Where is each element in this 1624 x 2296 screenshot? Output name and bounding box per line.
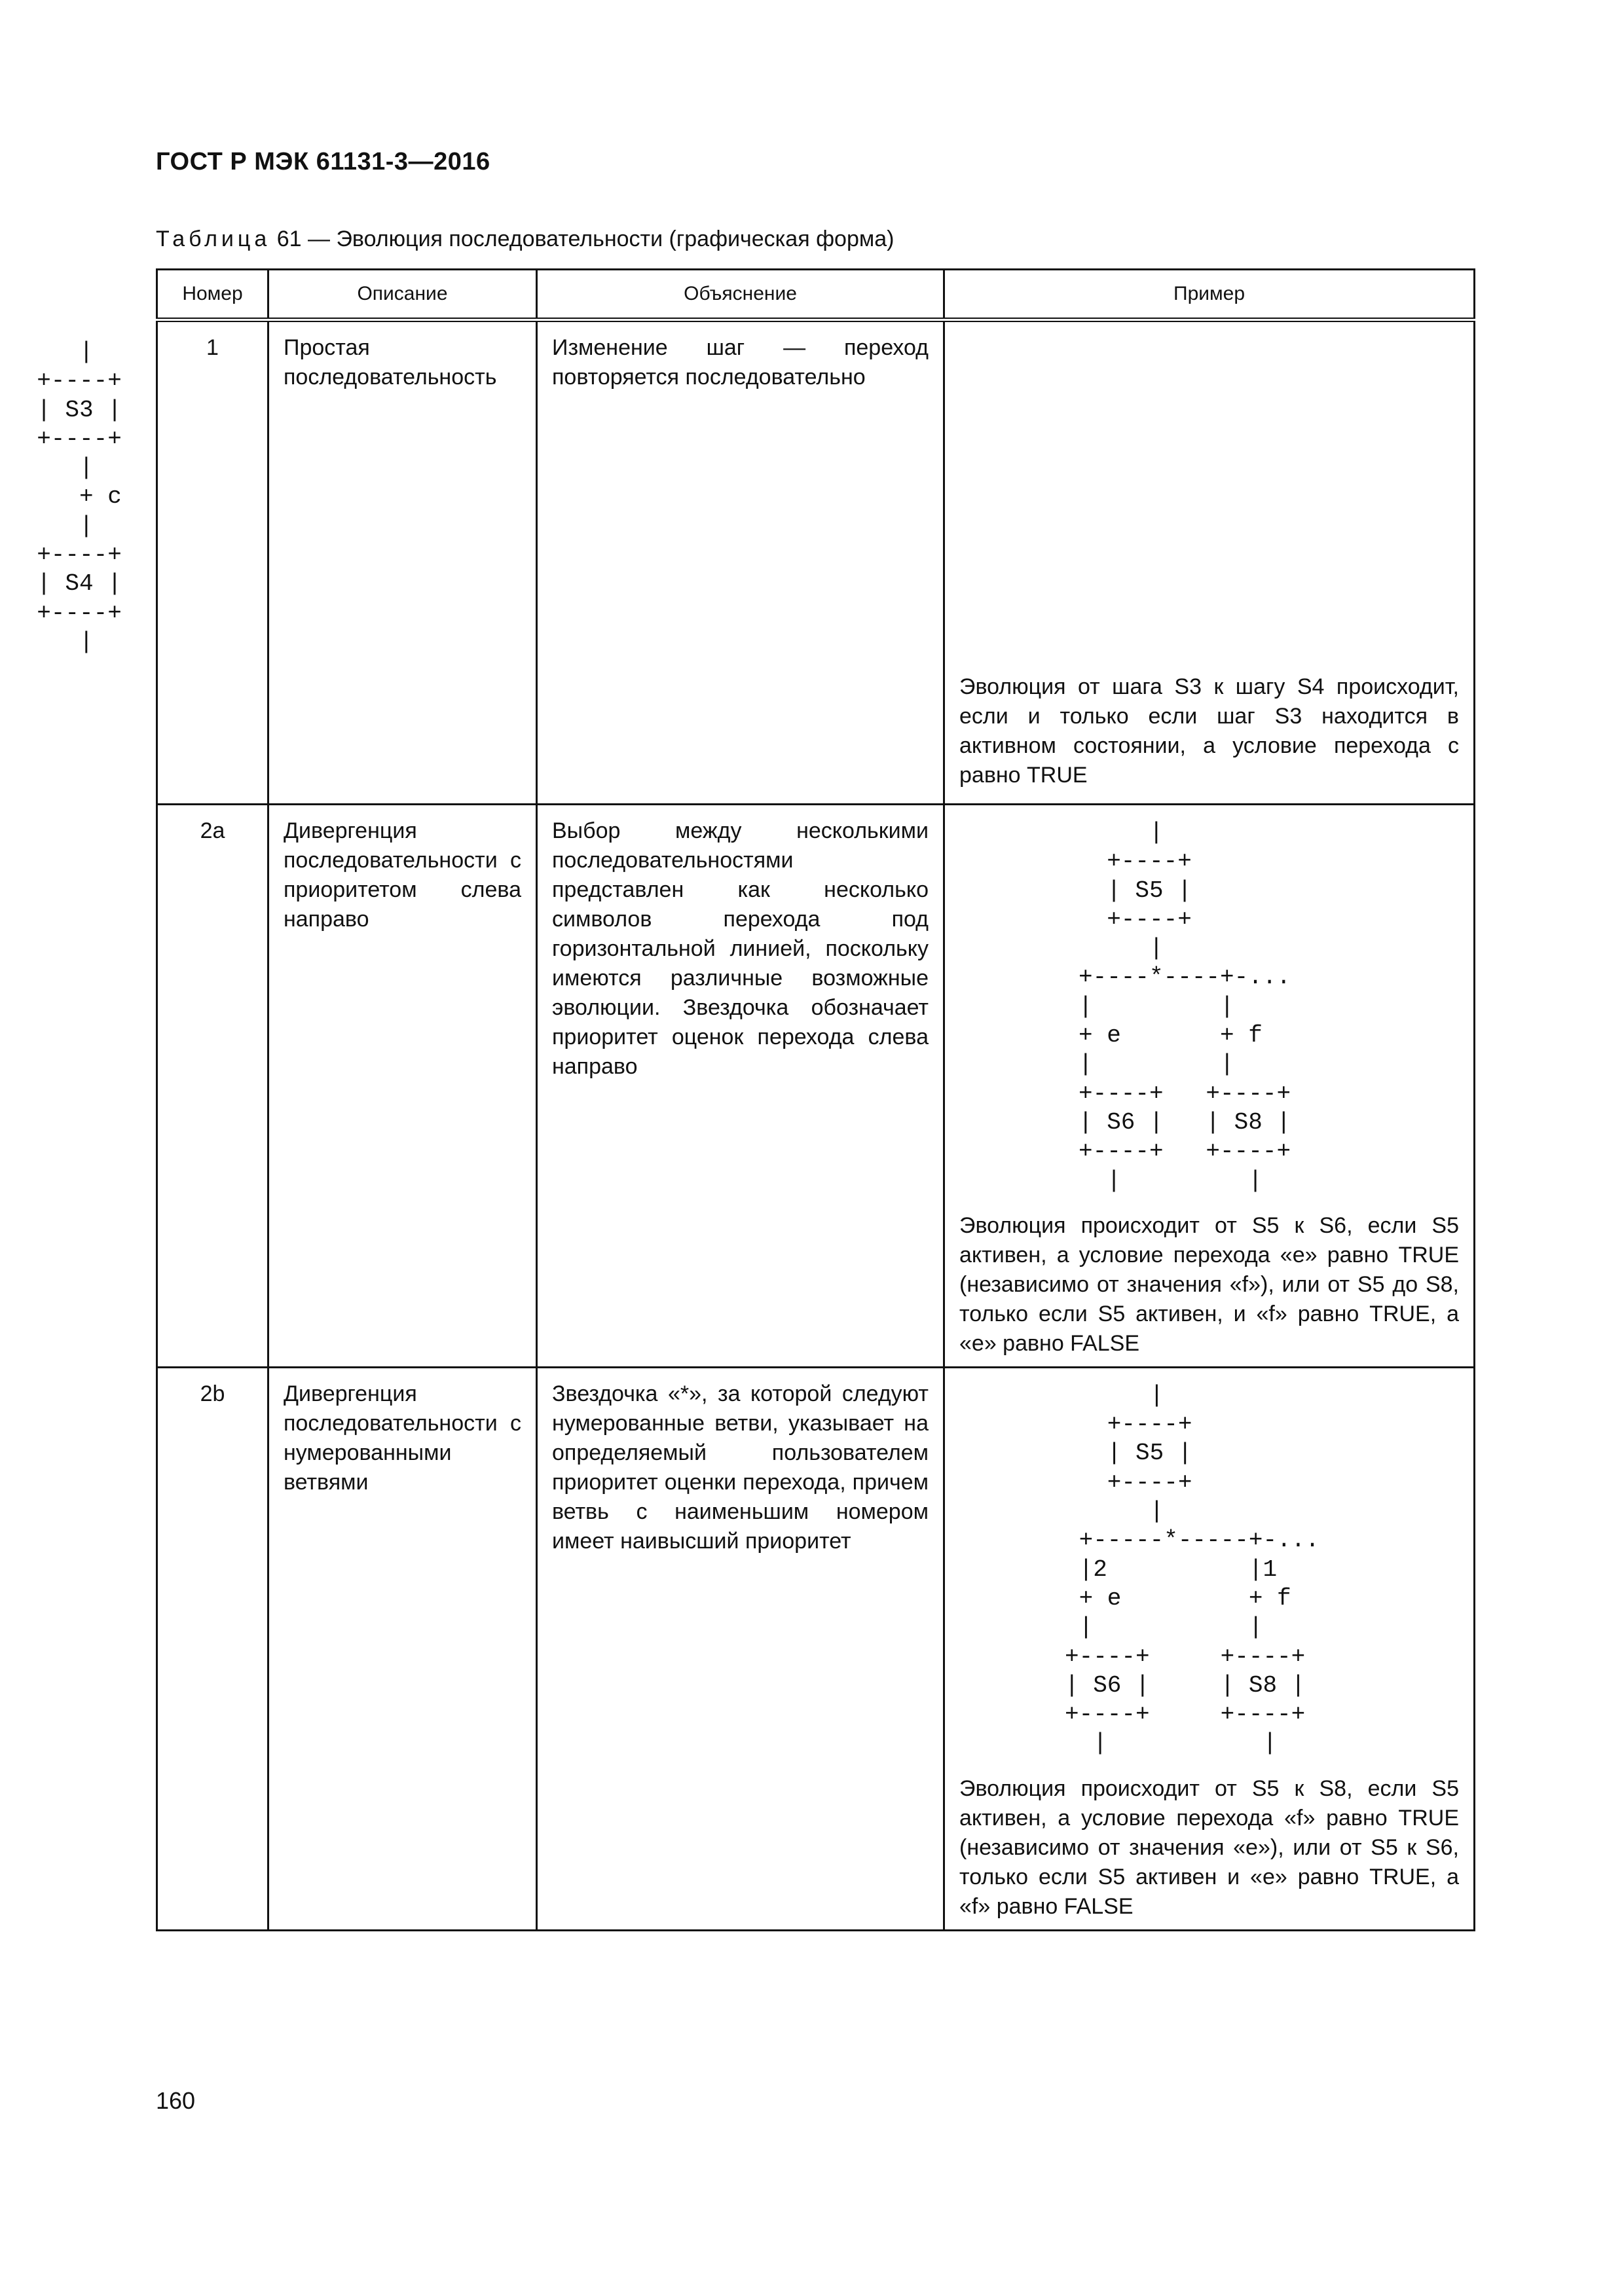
column-header-explanation: Объяснение [537, 270, 944, 320]
row-description: Простая последовательность [268, 320, 537, 805]
row-number: 1 [157, 320, 268, 805]
row-explanation: Звездочка «*», за которой следуют нумерованные ветви, указывает на определяемый пользователем приоритет оценки перехода, причем ветвь с наименьшим номером имеет наивысший приоритет [537, 1367, 944, 1930]
table-row [157, 805, 1475, 1368]
row-description: Дивергенция последовательности с нумерованными ветвями [268, 1367, 537, 1930]
column-header-description: Описание [268, 270, 537, 320]
table-row [157, 1367, 1475, 1930]
table-caption-title: 61 — Эволюция последовательности (графическая форма) [276, 227, 895, 251]
row-explanation: Изменение шаг — переход повторяется последовательно [537, 320, 944, 805]
example-note: Эволюция происходит от S5 к S6, если S5 активен, а условие перехода «e» равно TRUE (независимо от значения «f»), или от S5 до S8, только если S5 активен, и «f» равно TRUE, а «e» равно FALSE [959, 1212, 1459, 1356]
page-header: ГОСТ Р МЭК 61131-3—2016 [156, 148, 490, 175]
example-note: Эволюция от шага S3 к шагу S4 происходит, если и только если шаг S3 находится в активном состоянии, а условие перехода с равно TRUE [959, 674, 1459, 788]
sfc-diagram [945, 1368, 1473, 1758]
row-number: 2b [157, 1367, 268, 1930]
table-header-row [157, 270, 1475, 320]
column-header-number: Номер [157, 270, 268, 320]
sfc-diagram [945, 805, 1473, 1195]
row-number: 2a [157, 805, 268, 1368]
row-description: Дивергенция последовательности с приоритетом слева направо [268, 805, 537, 1368]
sfc-diagram-text: | +----+ | S5 | +----+ | +----*----+-... | | + e + f | | +----+ +----+ | S6 | | S8 | +----+ +----+ | | [1079, 819, 1291, 1194]
page-number: 160 [156, 2087, 196, 2114]
row-example [944, 805, 1475, 1368]
table-row [157, 320, 1475, 805]
column-header-example: Пример [944, 270, 1475, 320]
table-caption-label: Таблица [156, 227, 271, 251]
row-example [944, 1367, 1475, 1930]
evolution-table [37, 268, 1475, 1931]
table-caption [156, 227, 894, 252]
example-note: Эволюция происходит от S5 к S8, если S5 активен, а условие перехода «f» равно TRUE (независимо от значения «e»), или от S5 к S6, только если S5 активен и «e» равно TRUE, а «f» равно FALSE [959, 1776, 1459, 1919]
sfc-diagram-text: | +----+ | S3 | +----+ | + c | +----+ | S4 | +----+ | [37, 338, 122, 655]
row-explanation: Выбор между несколькими последовательностями представлен как несколько символов перехода под горизонтальной линией, поскольку имеются различные возможные эволюции. Звездочка обозначает приоритет оценок перехода слева направо [537, 805, 944, 1368]
sfc-diagram-text: | +----+ | S5 | +----+ | +-----*-----+-... |2 |1 + e + f | | +----+ +----+ | S6 | | S8 | +----+ +----+ | | [1065, 1381, 1320, 1757]
